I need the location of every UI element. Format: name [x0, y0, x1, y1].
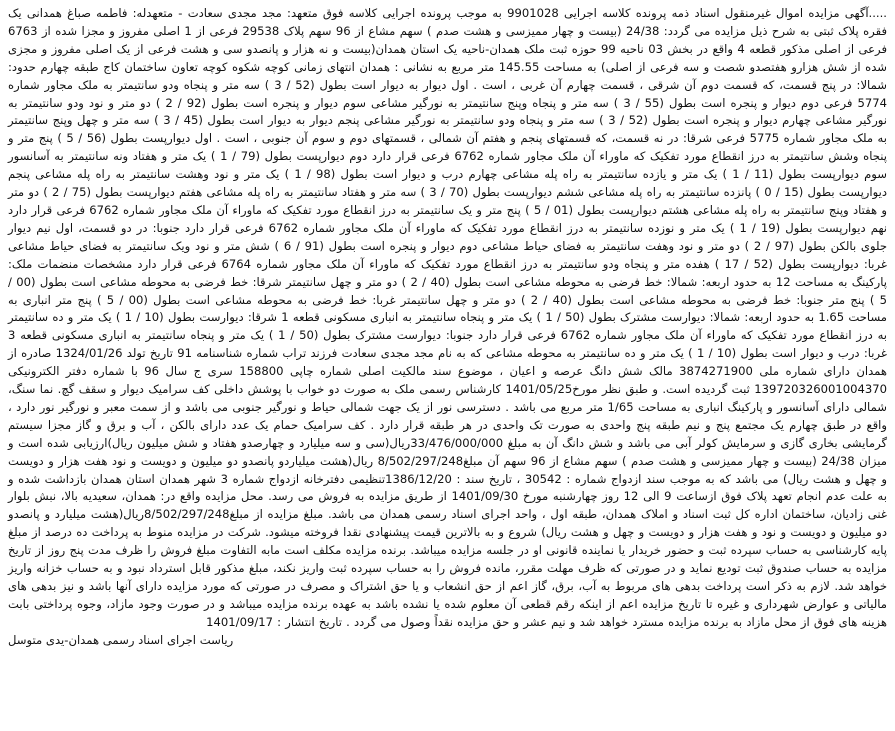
notice-signature: ریاست اجرای اسناد رسمی همدان-یدی متوسل [8, 632, 234, 647]
auction-notice-text: .....آگهی مزایده اموال غیرمنقول اسناد ذمه پرونده کلاسه اجرایی 9901028 به موجب پرونده اجرایی کلاسه فوق متعهد: مجد مجدی سعادت - متعهدله: فاطمه صباغ همدانی یک فقره پلاک ثبتی به شرح ذیل مزایده می گردد: 24/38 (بیست و چهار ممیزسی و هشت صدم ) سهم مشاع از 96 سهم پلاک 29538 فرعی از 1 اصلی مفروز و مجزا شده از 6763 فرعی از اصلی مذکور قطعه 4 واقع در بخش 03 ناحیه 99 حوزه ثبت ملک همدان-ناحیه یک استان همدان(بیست و نه هزار و پانصدو سی و هشت فرعی از یک اصلی مفروز و مجزی شده از شش هزارو هفتصدو شصت و سه فرعی از اصلی) به مساحت 145.55 متر مربع به نشانی : همدان انتهای زمانی کوچه شکوه کوچه تعاون ساختمان کاج طبقه چهارم حدود: شمالا: در پنج قسمت، که قسمت دوم آن شرقی ، قسمت چهارم آن غربی ، است . اول دیوار به دیوار است بطول (52 / 3 ) سه متر و پنجاه ودو سانتیمتر به ملک مجاور شماره 5774 فرعی دوم دیوار و پنجره است بطول (55 / 3 ) سه متر و پنجاه وپنج سانتیمتر به نورگیر مشاعی سوم دیوار و پنجره است بطول (92 / 2 ) دو متر و نود ودو سانتیمتر به نورگیر مشاعی چهارم دیوار و پنجره است بطول (52 / 3 ) سه متر و پنجاه ودو سانتیمتر به نورگیر مشاعی پنجم دیوار به دیوار است بطول (45 / 3 ) سه متر و چهل وپنج سانتیمتر به ملک مجاور شماره 5775 فرعی شرقا: در نه قسمت، که قسمتهای پنجم و هفتم آن شمالی ، قسمتهای دوم و سوم آن جنوبی ، است . اول دیوارپست بطول (56 / 5 ) پنج متر و پنجاه وشش سانتیمتر به درز انقطاع مورد تفکیک که ماوراء آن ملک مجاور شماره 6762 فرعی قرار دارد دوم دیوارپست بطول (79 / 1 ) یک متر و هفتاد ونه سانتیمتر به آسانسور سوم دیوارپست بطول (11 / 1 ) یک متر و یازده سانتیمتر به راه پله مشاعی چهارم درب و دیوار است بطول (98 / 1 ) یک متر و نود وهشت سانتیمتر به راه پله مشاعی پنجم دیوارپست بطول (15 / 0 ) پانزده سانتیمتر به راه پله مشاعی ششم دیوارپست بطول (70 / 3 ) سه متر و هفتاد سانتیمتر به راه پله مشاعی هفتم دیوارپست بطول (75 / 2 ) دو متر و هفتاد وپنج سانتیمتر به راه پله مشاعی هشتم دیوارپست بطول (01 / 5 ) پنج متر و یک سانتیمتر به درز انقطاع مورد تفکیک که ماوراء آن ملک مجاور شماره 6762 فرعی قرار دارد نهم دیوارپست بطول (19 / 1 ) یک متر و نوزده سانتیمتر به درز انقطاع مورد تفکیک که ماوراء آن ملک مجاور شماره 6762 فرعی قرار دارد جنوبا: در دو قسمت، اول نیم دیوار جلوی بالکن بطول (97 / 2 ) دو متر و نود وهفت سانتیمتر به فضای حیاط مشاعی دوم دیوار و پنجره است بطول (91 / 6 ) شش متر و نود ویک سانتیمتر به فضای حیاط مشاعی غربا: دیوارپست بطول (52 / 17 ) هفده متر و پنجاه ودو سانتیمتر به درز انقطاع مورد تفکیک که ماوراء آن ملک مجاور شماره 6764 فرعی قرار دارد مشخصات منضمات ملک: پارکینگ به مساحت 12 به حدود اربعه: شمالا: خط فرضی به محوطه مشاعی است بطول (40 / 2 ) دو متر و چهل سانتیمتر شرقا: خط فرضی به محوطه مشاعی است بطول (00 / 5 ) پنج متر جنوبا: خط فرضی به محوطه مشاعی است بطول (40 / 2 ) دو متر و چهل سانتیمتر غربا: خط فرضی به محوطه مشاعی است بطول (00 / 5 ) پنج متر انباری به مساحت 1.65 به حدود اربعه: شمالا: دیوارست مشترک بطول (50 / 1 ) یک متر و پنجاه سانتیمتر به انباری مسکونی قطعه 1 شرقا: دیوارست بطول (10 / 1 ) یک متر و ده سانتیمتر به درز انقطاع مورد تفکیک که ماوراء آن ملک مجاور شماره 6762 فرعی قرار دارد جنوبا: دیوارست مشترک بطول (50 / 1 ) یک متر و پنجاه سانتیمتر به انباری مسکونی قطعه 3 غربا: درب و دیوار است بطول (10 / 1 ) یک متر و ده سانتیمتر به محوطه مشاعی که به نام مجد مجدی سعادت فرزند تراب شماره شناسنامه 91 تاریخ تولد 1324/01/26 صادره از همدان دارای شماره ملی 3874271900 مالک شش دانگ عرصه و اعیان ، موضوع سند مالکیت اصلی شماره چاپی 158800 سری ج سال 96 با شماره دفتر الکترونیکی 139720326001004370 ثبت گردیده است. و طبق نظر مورخ1401/05/25 کارشناس رسمی ملک به صورت دو خواب با پوشش داخلی کف سرامیک دیوار و سقف گچ. نما سنگ، شمالی دارای آسانسور و پارکینگ انباری به مساحت 1/65 متر مربع می باشد . دسترسی نور از یک جهت شمالی حیاط و نورگیر جنوبی می باشد و از سمت معبر و نورگیر نور دارد ، واقع در طبق چهارم یک مجتمع پنج و نیم طبقه پنج واحدی به صورت تک واحدی در هر طبقه قرار دارد . کف سرامیک حمام یک عدد دارای بالکن ، آب و برق و گاز مجزا سیستم گرمایشی بخاری گازی و سرمایش کولر آبی می باشد و شش دانگ آن به مبلغ 33/476/000/000ریال(سی و سه میلیارد و چهارصدو هفتاد و شش میلیون ریال)ارزیابی شده است و میزان 24/38 (بیست و چهار ممیزسی و هشت صدم ) سهم مشاع از 96 سهم آن مبلغ8/502/297/248 ریال(هشت میلیاردو پانصدو دو میلیون و دویست و نود هفت هزار و دویست و چهل و هشت ریال) می باشد که به موجب سند ازدواج شماره : 30542 ، تاریخ سند : 1386/12/20تنظیمی دفترخانه ازدواج شماره 3 شهر همدان استان همدان بازداشت شده و به علت عدم انجام تعهد پلاک فوق ازساعت 9 الی 12 روز چهارشنبه مورخ 1401/09/30 از طریق مزایده به فروش می رسد. محل مزایده واقع در: همدان، سعیدیه بالا، نبش بلوار غنی زادیان، ساختمان اداره کل ثبت اسناد و املاک همدان، طبقه اول ، واحد اجرای اسناد رسمی همدان می باشد. مبلغ مزایده از مبلغ8/502/297/248ریال(هشت میلیارد و پانصدو دو میلیون و دویست و نود و هفت هزار و دویست و چهل و هشت ریال) شروع و به بالاترین قیمت پیشنهادی نقدا فروخته میشود. شرکت در مزایده منوط به پرداخت ده درصد از مبلغ پایه کارشناسی به حساب سپرده ثبت و حضور خریدار یا نماینده قانونی او در جلسه مزایده میباشد. برنده مزایده مکلف است مابه التفاوت مبلغ فروش را ظرف مدت پنج روز از تاریخ مزایده به حساب صندوق ثبت تودیع نماید و در صورتی که ظرف مهلت مقرر، مانده فروش را به حساب سپرده ثبت واریز نکند، مبلغ مذکور قابل استرداد نبود و به حساب خزانه واریز خواهد شد. لازم به ذکر است پرداخت بدهی های مربوط به آب، برق، گاز اعم از حق انشعاب و یا حق اشتراک و مصرف در صورتی که مورد مزایده دارای آنها باشد و نیز بدهی های مالیاتی و عوارض شهرداری و غیره تا تاریخ مزایده اعم از اینکه رقم قطعی آن معلوم شده یا نشده باشد به عهده برنده مزایده میباشد و در صورت وجود مازاد، وجوه پرداختی بابت هزینه های فوق از محل مازاد به برنده مزایده مسترد خواهد شد و نیم عشر و حق مزایده نقداً وصول می گردد . تاریخ انتشار : 1401/09/17 [8, 6, 888, 629]
